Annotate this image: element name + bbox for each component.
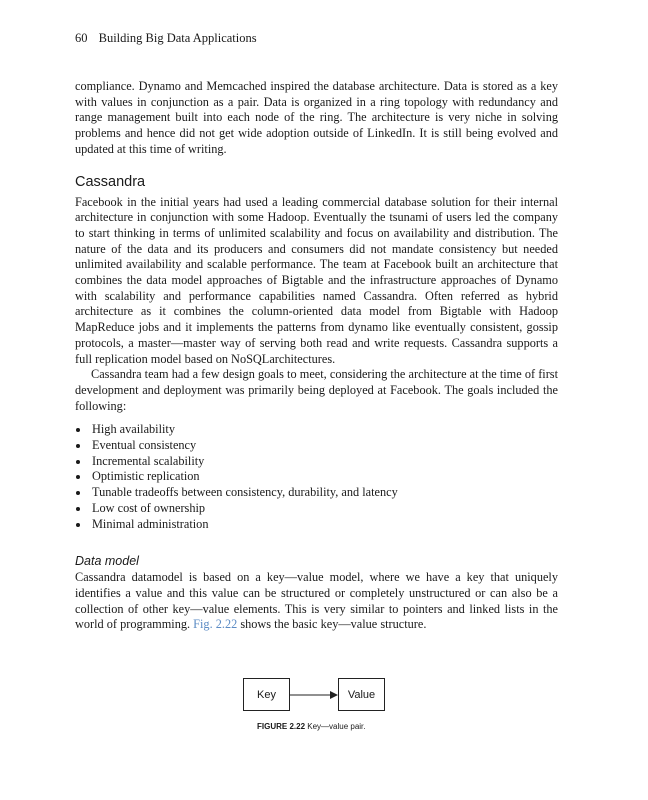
running-head (75, 31, 257, 46)
book-title: Building Big Data Applications (98, 31, 257, 45)
list-item: Tunable tradeoffs between consistency, durability, and latency (75, 485, 558, 501)
list-item: Incremental scalability (75, 454, 558, 470)
data-model-paragraph (75, 570, 558, 633)
data-model-text: Cassandra datamodel is based on a key—value model, where we have a key that uniquely identifies a value and this value can be structured or completely unstructured or can also be a collection of other key—value elements. This is very similar to pointers and linked lists in the world of programming. (75, 570, 558, 632)
section-heading-cassandra: Cassandra (75, 173, 146, 190)
figure-label: FIGURE 2.22 (257, 722, 306, 731)
design-goals-list (75, 422, 558, 532)
figure-caption-text: Key—value pair. (307, 722, 366, 731)
arrow-icon (290, 688, 338, 702)
cassandra-paragraph-2: Cassandra team had a few design goals to meet, considering the architecture at the time of first development and deployment was primarily being deployed at Facebook. The goals included the following: (75, 367, 558, 413)
subsection-heading-data-model: Data model (75, 554, 139, 569)
page-content (75, 79, 558, 633)
cassandra-paragraph-1: Facebook in the initial years had used a leading commercial database solution for their internal architecture in conjunction with some Hadoop. Eventually the tsunami of users led the company to start thinking in terms of unlimited scalability and focus on availability and distribution. The nature of the data and its producers and consumers did not mandate consistency but needed unlimited availability and scalable performance. The team at Facebook built an architecture that combines the data model approaches of Bigtable and the infrastructure approaches of Dynamo with scalability and performance capabilities named Cassandra. Often referred as hybrid architecture as it combines the column-oriented data model from Bigtable with Hadoop MapReduce jobs and it implements the patterns from dynamo like eventually consistent, gossip protocols, a master—master way of serving both read and write requests. Cassandra supports a full replication model based on NoSQLarchitectures. (75, 194, 558, 366)
page-number: 60 (75, 31, 88, 45)
list-item: Low cost of ownership (75, 501, 558, 517)
list-item: High availability (75, 422, 558, 438)
intro-paragraph: compliance. Dynamo and Memcached inspired the database architecture. Data is stored as a key with values in conjunction as a pair. Data is organized in a ring topology with redundancy and range management built into each node of the ring. The architecture is very niche in solving problems and hence did not get wide adoption outside of LinkedIn. It is still being evolved and updated at this time of writing. (75, 79, 558, 156)
list-item: Minimal administration (75, 517, 558, 533)
figure-caption (257, 722, 366, 731)
key-box: Key (243, 678, 290, 711)
list-item: Optimistic replication (75, 469, 558, 485)
value-box: Value (338, 678, 385, 711)
list-item: Eventual consistency (75, 438, 558, 454)
figure-reference-link[interactable]: Fig. 2.22 (193, 617, 238, 632)
data-model-text-end: shows the basic key—value structure. (237, 617, 427, 632)
